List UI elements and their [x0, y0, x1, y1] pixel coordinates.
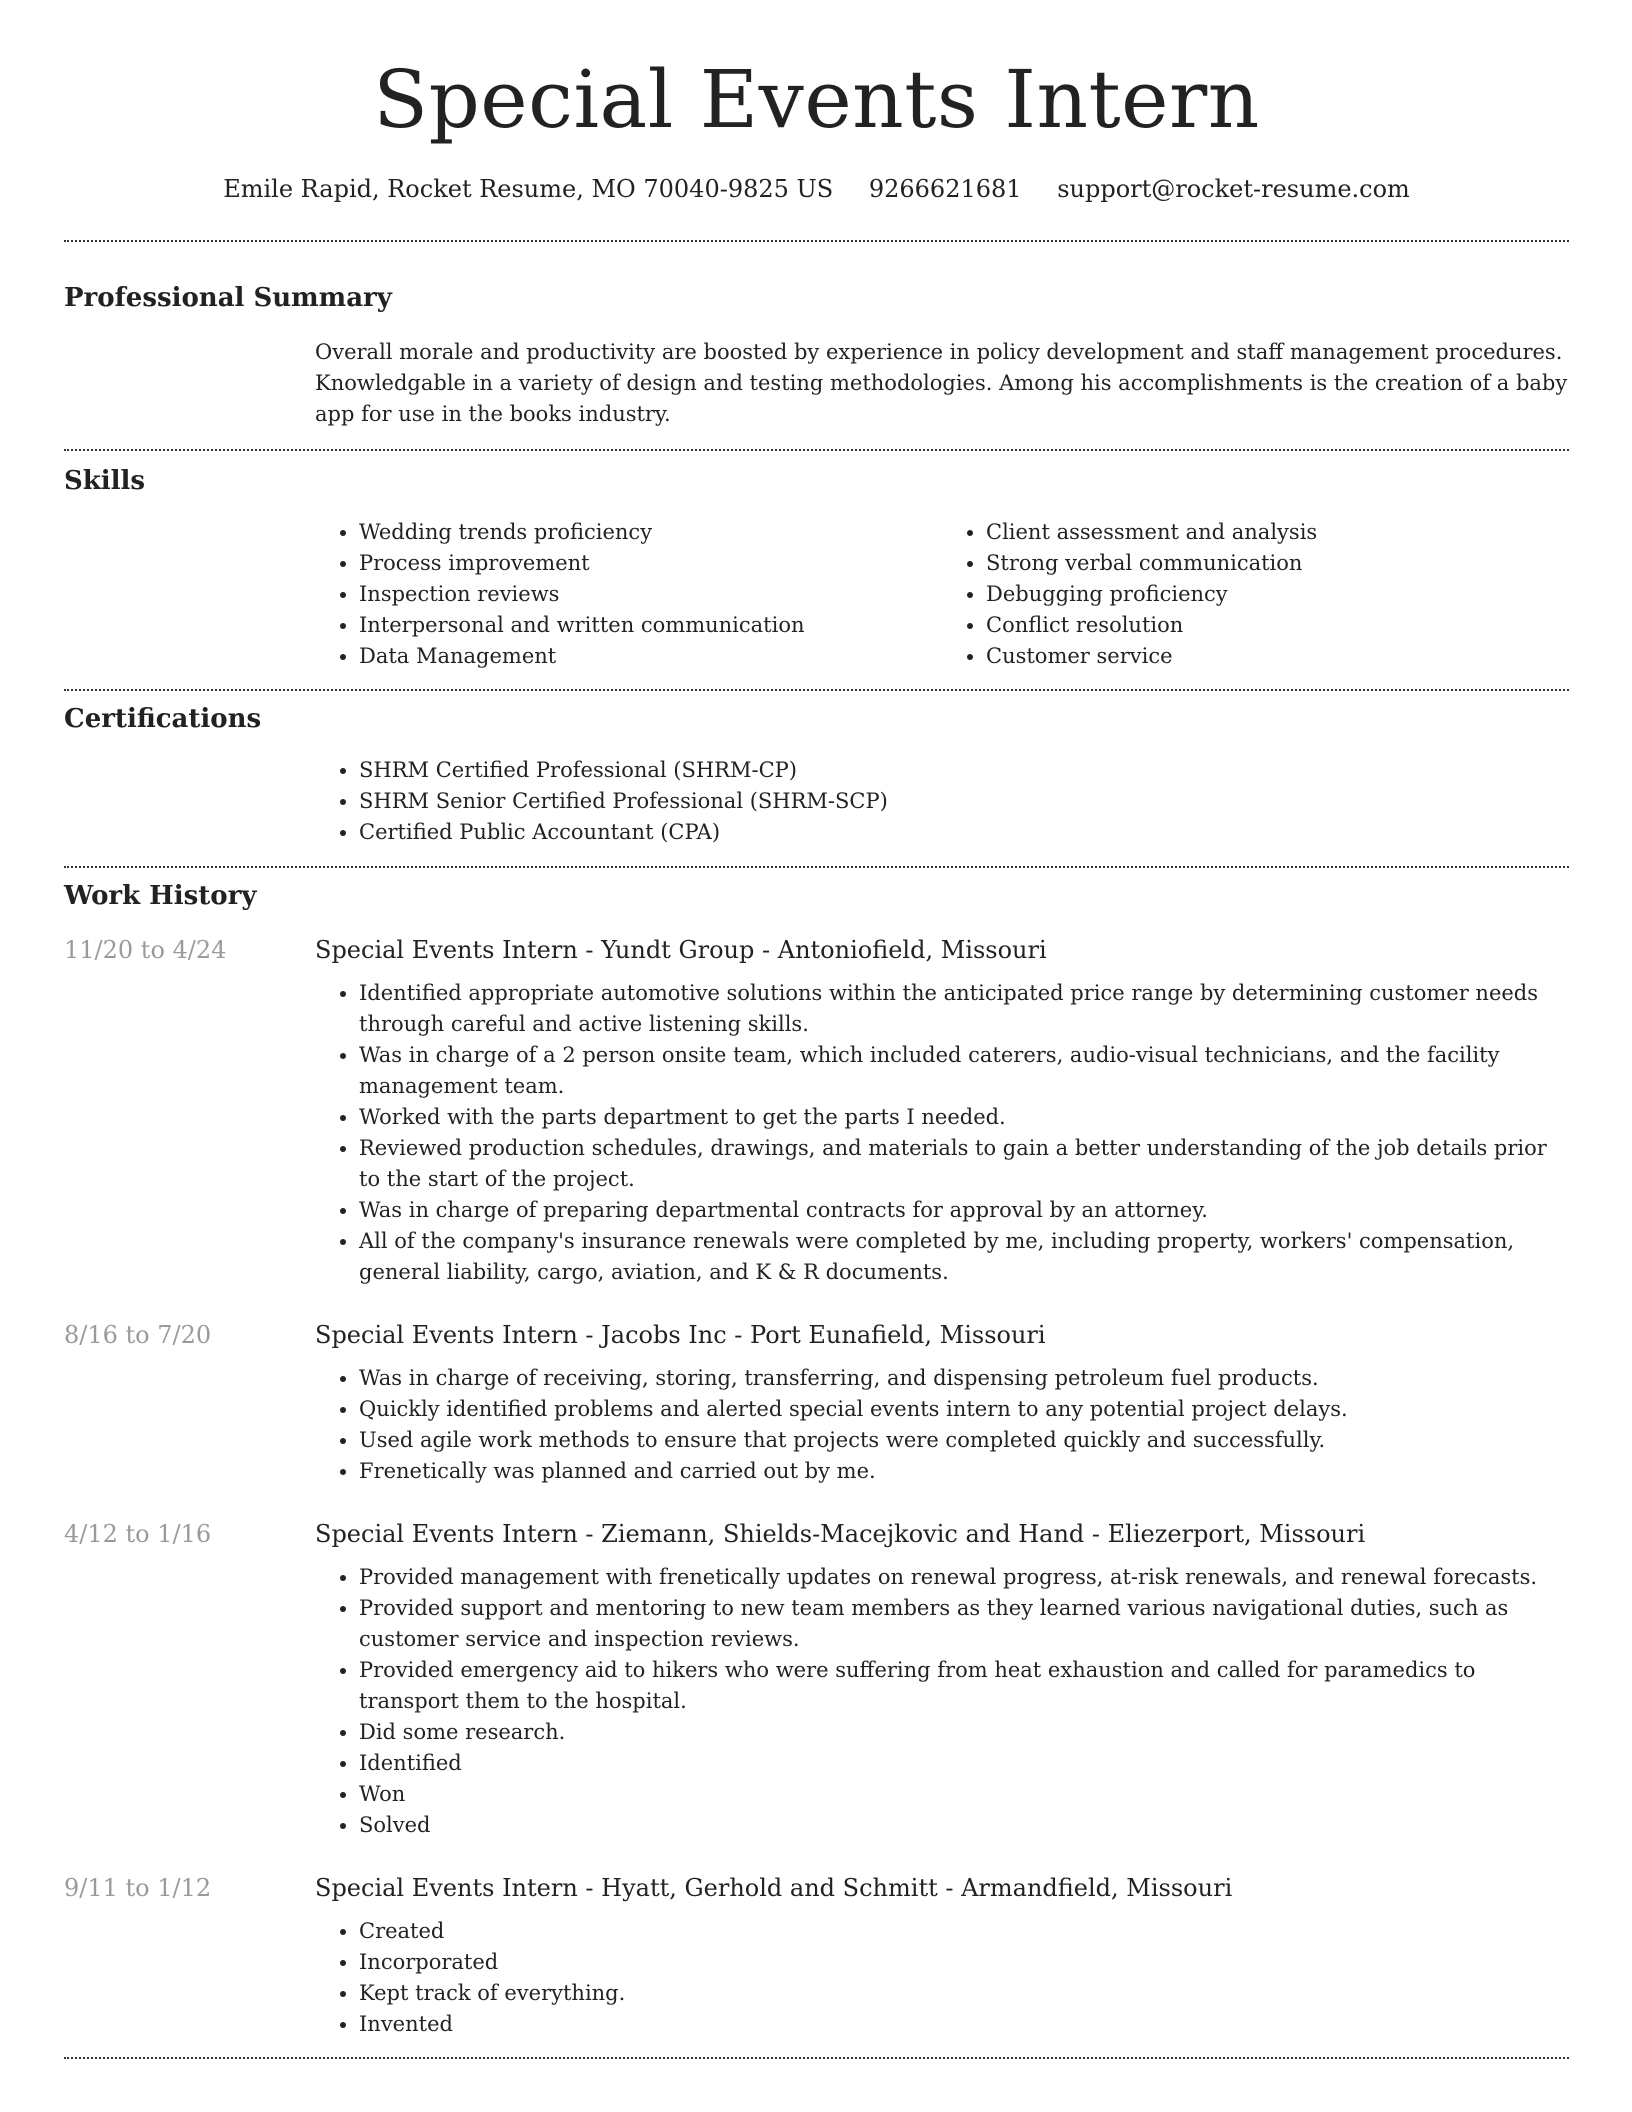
list-item: • Interpersonal and written communication	[359, 610, 942, 641]
list-item: • Frenetically was planned and carried out by me.	[359, 1456, 1569, 1487]
list-item: • Won	[359, 1779, 1569, 1810]
certifications-list	[315, 755, 1569, 848]
work-history-section	[64, 878, 1569, 2040]
list-item: • Provided management with frenetically updates on renewal progress, at-risk renewals, and renewal forecasts.	[359, 1562, 1569, 1593]
job-title: Special Events Intern - Jacobs Inc - Port Eunafield, Missouri	[315, 1321, 1046, 1349]
list-item: • All of the company's insurance renewals were completed by me, including property, workers' compensation, general liability, cargo, aviation, and K & R documents.	[359, 1226, 1569, 1288]
skills-list-left	[315, 517, 942, 672]
list-item: • Data Management	[359, 641, 942, 672]
list-item: • Client assessment and analysis	[986, 517, 1569, 548]
list-item: • Customer service	[986, 641, 1569, 672]
list-item: • Kept track of everything.	[359, 1978, 1569, 2009]
list-item: • Strong verbal communication	[986, 548, 1569, 579]
contact-line	[64, 172, 1569, 206]
list-item: • Debugging proficiency	[986, 579, 1569, 610]
list-item: • Did some research.	[359, 1717, 1569, 1748]
list-item: • Provided emergency aid to hikers who were suffering from heat exhaustion and called for paramedics to transport them to the hospital.	[359, 1655, 1569, 1717]
skills-list-right	[942, 517, 1569, 672]
job-title: Special Events Intern - Ziemann, Shields-Macejkovic and Hand - Eliezerport, Missouri	[315, 1520, 1366, 1548]
summary-text: Overall morale and productivity are boosted by experience in policy development and staff management procedures. Knowledgable in a variety of design and testing methodologies. Among his accomplishments is the creation of a baby app for use in the books industry.	[315, 340, 1568, 426]
list-item: • Inspection reviews	[359, 579, 942, 610]
list-item: • Incorporated	[359, 1947, 1569, 1978]
job-entry	[64, 1516, 1569, 1841]
section-divider	[64, 866, 1569, 868]
skills-columns	[315, 517, 1569, 672]
list-item: • Created	[359, 1916, 1569, 1947]
job-dates: 8/16 to 7/20	[64, 1321, 212, 1349]
list-item: • Wedding trends proficiency	[359, 517, 942, 548]
job-body	[315, 1516, 1569, 1841]
job-entry	[64, 932, 1569, 1288]
resume-name: Special Events Intern	[373, 53, 1260, 146]
job-dates: 9/11 to 1/12	[64, 1874, 212, 1902]
job-title: Special Events Intern - Hyatt, Gerhold and Schmitt - Armandfield, Missouri	[315, 1874, 1233, 1902]
list-item: • Solved	[359, 1810, 1569, 1841]
section-divider	[64, 689, 1569, 691]
list-item: • Was in charge of a 2 person onsite team, which included caterers, audio-visual technicians, and the facility management team.	[359, 1040, 1569, 1102]
list-item: • Provided support and mentoring to new team members as they learned various navigational duties, such as customer service and inspection reviews.	[359, 1593, 1569, 1655]
skills-heading: Skills	[64, 466, 146, 496]
summary-section	[64, 280, 1569, 430]
job-entry	[64, 1870, 1569, 2040]
list-item: • Invented	[359, 2009, 1569, 2040]
list-item: • Conflict resolution	[986, 610, 1569, 641]
resume-page	[64, 0, 1569, 2059]
list-item: • Was in charge of receiving, storing, transferring, and dispensing petroleum fuel products.	[359, 1363, 1569, 1394]
job-bullets	[315, 978, 1569, 1288]
list-item: • Identified appropriate automotive solutions within the anticipated price range by determining customer needs through careful and active listening skills.	[359, 978, 1569, 1040]
job-bullets	[315, 1363, 1569, 1487]
list-item: • Was in charge of preparing departmental contracts for approval by an attorney.	[359, 1195, 1569, 1226]
list-item: • Process improvement	[359, 548, 942, 579]
job-bullets	[315, 1916, 1569, 2040]
list-item: • SHRM Certified Professional (SHRM-CP)	[359, 755, 1569, 786]
list-item: • Reviewed production schedules, drawings, and materials to gain a better understanding of the job details prior to the start of the project.	[359, 1133, 1569, 1195]
list-item: • SHRM Senior Certified Professional (SHRM-SCP)	[359, 786, 1569, 817]
work-history-heading: Work History	[64, 881, 257, 911]
skills-section	[64, 463, 1569, 672]
job-body	[315, 1317, 1569, 1487]
list-item: • Certified Public Accountant (CPA)	[359, 817, 1569, 848]
list-item: • Used agile work methods to ensure that projects were completed quickly and successfully.	[359, 1425, 1569, 1456]
contact-phone: 9266621681	[868, 175, 1022, 203]
job-entry	[64, 1317, 1569, 1487]
job-dates: 11/20 to 4/24	[64, 936, 227, 964]
section-divider	[64, 240, 1569, 242]
certifications-body	[315, 755, 1569, 848]
summary-heading: Professional Summary	[64, 283, 392, 313]
job-body	[315, 1870, 1569, 2040]
job-body	[315, 932, 1569, 1288]
job-title: Special Events Intern - Yundt Group - Antoniofield, Missouri	[315, 936, 1047, 964]
section-divider	[64, 449, 1569, 451]
list-item: • Worked with the parts department to get the parts I needed.	[359, 1102, 1569, 1133]
list-item: • Quickly identified problems and alerted special events intern to any potential project delays.	[359, 1394, 1569, 1425]
certifications-heading: Certifications	[64, 704, 262, 734]
job-bullets	[315, 1562, 1569, 1841]
certifications-section	[64, 701, 1569, 848]
contact-email: support@rocket-resume.com	[1057, 175, 1410, 203]
section-divider	[64, 2057, 1569, 2059]
job-dates: 4/12 to 1/16	[64, 1520, 212, 1548]
contact-address: Emile Rapid, Rocket Resume, MO 70040-9825 US	[223, 175, 834, 203]
list-item: • Identified	[359, 1748, 1569, 1779]
